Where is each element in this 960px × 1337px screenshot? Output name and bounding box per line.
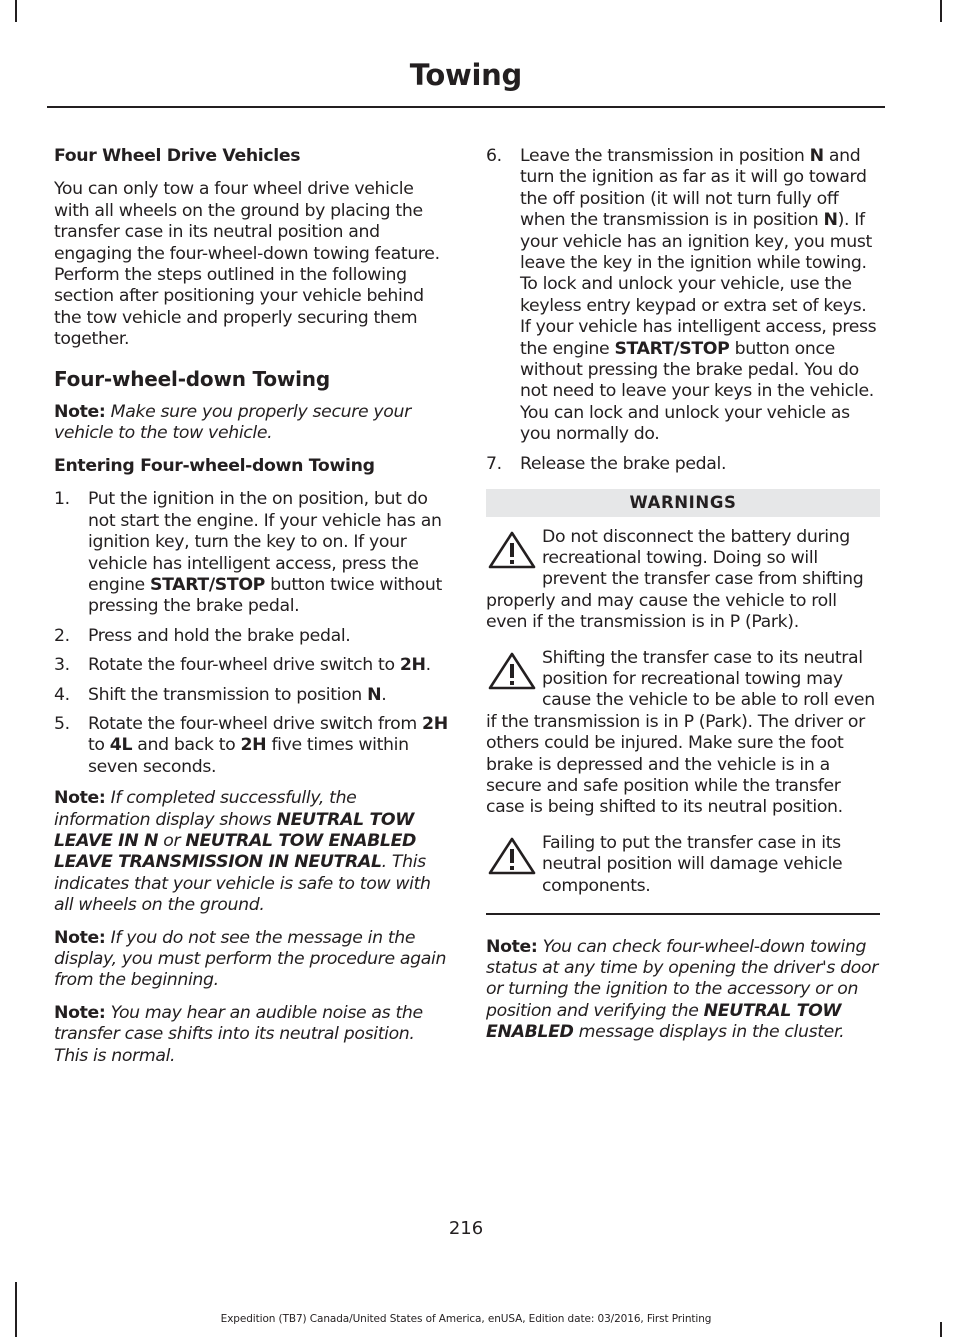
step-number: 2. xyxy=(54,625,70,646)
note-label: Note: xyxy=(54,1002,106,1023)
steps-list-continued xyxy=(486,146,880,475)
warning-text: Do not disconnect the battery during recreational towing. Doing so will prevent the transfer case from shifting properly and may cause the vehicle to roll even if the transmission is in P (Park). xyxy=(486,526,864,633)
step-number: 4. xyxy=(54,684,70,705)
step-bold: 2H xyxy=(240,735,267,756)
step-bold: 4L xyxy=(109,735,133,756)
step-7 xyxy=(486,454,880,475)
step-number: 1. xyxy=(54,489,70,510)
step-4 xyxy=(54,685,448,706)
warning-damage xyxy=(486,833,880,897)
crop-mark xyxy=(15,1282,17,1337)
note-label: Note: xyxy=(54,927,106,948)
step-text: ). If your vehicle has an ignition key, you must leave the key in the ignition while towing. To lock and unlock your vehicle, use the keyless entry keypad or extra set of keys. If your vehicle has intelligent access, press the engine xyxy=(520,210,877,359)
step-bold: N xyxy=(367,684,382,705)
page-number: 216 xyxy=(448,1218,484,1239)
note-text: If completed successfully, the information display shows xyxy=(54,788,357,830)
crop-mark xyxy=(940,0,942,22)
note-bold: NEUTRAL TOW LEAVE IN N xyxy=(54,809,414,851)
four-wd-heading: Four Wheel Drive Vehicles xyxy=(54,146,301,166)
crop-mark xyxy=(940,1322,942,1337)
title-rule xyxy=(47,106,885,108)
note-status xyxy=(486,937,880,1044)
step-5 xyxy=(54,714,448,778)
warning-triangle-icon xyxy=(486,650,538,692)
note-label: Note: xyxy=(486,936,538,957)
step-text: and turn the ignition as far as it will go toward the off position (it will not turn fully off when the transmission is in position xyxy=(520,146,867,231)
step-bold: START/STOP xyxy=(149,574,265,595)
step-text: to xyxy=(88,735,110,756)
warnings-rule xyxy=(486,913,880,915)
note-text: message displays in the cluster. xyxy=(573,1022,845,1043)
note-text: . This indicates that your vehicle is safe to tow with all wheels on the ground. xyxy=(54,852,431,916)
step-2 xyxy=(54,626,448,647)
step-number: 7. xyxy=(486,453,502,474)
note-label: Note: xyxy=(54,402,106,423)
note-text: You can check four-wheel-down towing status at any time by opening the driver's door or turning the ignition to the accessory or on position and verifying the xyxy=(486,936,878,1021)
step-bold: N xyxy=(809,146,824,166)
step-text: button twice without pressing the brake pedal. xyxy=(88,574,442,617)
step-text: Release the brake pedal. xyxy=(520,453,727,474)
note-text: Make sure you properly secure your vehicle to the tow vehicle. xyxy=(54,402,411,444)
note-display xyxy=(54,788,448,916)
note-bold: NEUTRAL TOW ENABLED LEAVE TRANSMISSION IN NEUTRAL xyxy=(54,830,417,873)
step-text: . xyxy=(425,655,431,676)
note-text: or xyxy=(158,830,186,851)
step-text: and back to xyxy=(132,735,241,756)
step-number: 5. xyxy=(54,713,70,734)
step-text: Rotate the four-wheel drive switch to xyxy=(88,655,400,676)
entering-heading: Entering Four-wheel-down Towing xyxy=(54,455,375,476)
step-text: button once without pressing the brake pedal. You do not need to leave your keys in the vehicle. You can lock and unlock your vehicle as you normally do. xyxy=(520,338,874,445)
note-secure xyxy=(54,402,448,445)
warning-triangle-icon xyxy=(486,529,538,571)
step-bold: START/STOP xyxy=(614,338,730,359)
step-bold: 2H xyxy=(422,713,448,734)
note-label: Note: xyxy=(54,788,106,809)
note-text: If you do not see the message in the display, you must perform the procedure again from the beginning. xyxy=(54,927,447,991)
step-text: . xyxy=(381,684,387,705)
step-6 xyxy=(486,146,880,446)
steps-list xyxy=(54,489,448,778)
step-text: Press and hold the brake pedal. xyxy=(88,625,351,646)
step-1 xyxy=(54,489,448,617)
right-column xyxy=(486,146,880,1055)
step-bold: 2H xyxy=(399,655,426,676)
warnings-heading: WARNINGS xyxy=(486,489,880,516)
edition-footer: Expedition (TB7) Canada/United States of America, enUSA, Edition date: 03/2016, First Printing xyxy=(220,1313,712,1325)
step-bold: N xyxy=(823,210,838,231)
crop-mark xyxy=(15,0,17,22)
warning-text: Shifting the transfer case to its neutral position for recreational towing may cause the vehicle to be able to roll even if the transmission is in P (Park). The driver or others could be injured. Make sure the foot brake is depressed and the vehicle is in a secure and safe position while the transfer case is being shifted to its neutral position. xyxy=(486,647,875,818)
fwd-towing-heading: Four-wheel-down Towing xyxy=(54,366,330,391)
four-wd-body: You can only tow a four wheel drive vehicle with all wheels on the ground by placing the transfer case in its neutral position and engaging the four-wheel-down towing feature. Perform the steps outlined in the following section after positioning your vehicle behind the tow vehicle and properly securing them together. xyxy=(54,179,440,350)
left-column xyxy=(54,146,448,1078)
step-text: Leave the transmission in position xyxy=(520,146,810,166)
note-text: You may hear an audible noise as the transfer case shifts into its neutral position. This is normal. xyxy=(54,1002,423,1066)
step-text: five times within seven seconds. xyxy=(88,735,409,777)
warning-transfer-case xyxy=(486,648,880,819)
note-message xyxy=(54,928,448,992)
warning-triangle-icon xyxy=(486,835,538,877)
step-text: Put the ignition in the on position, but do not start the engine. If your vehicle has an ignition key, turn the key to on. If your vehicle has intelligent access, press the engine xyxy=(88,489,442,595)
step-text: Shift the transmission to position xyxy=(88,684,368,705)
warning-text: Failing to put the transfer case in its neutral position will damage vehicle components. xyxy=(542,832,843,896)
step-text: Rotate the four-wheel drive switch from xyxy=(88,713,423,734)
step-3 xyxy=(54,655,448,676)
note-noise xyxy=(54,1003,448,1067)
warning-battery xyxy=(486,527,880,634)
step-number: 6. xyxy=(486,146,502,166)
note-bold: NEUTRAL TOW ENABLED xyxy=(486,1000,842,1043)
step-number: 3. xyxy=(54,655,70,676)
page-title: Towing xyxy=(409,58,522,92)
